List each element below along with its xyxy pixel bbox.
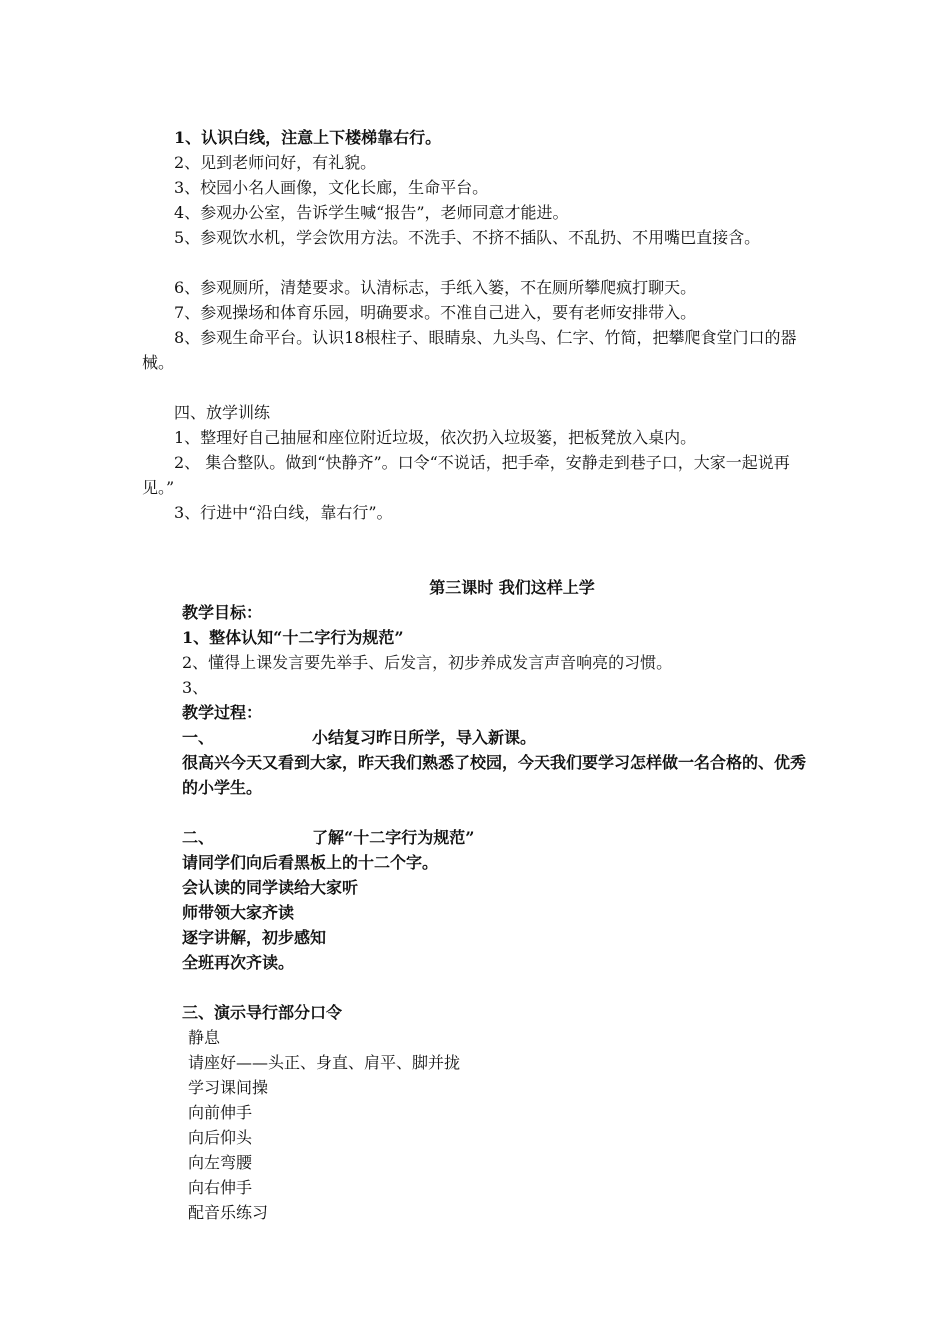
visit-item-2: 2、见到老师问好，有礼貌。 <box>174 153 377 172</box>
process-label: 教学过程： <box>182 703 263 722</box>
step2-title: 了解“十二字行为规范” <box>312 828 475 847</box>
step2-line-4: 逐字讲解，初步感知 <box>182 928 327 947</box>
visit-item-8: 8、参观生命平台。认识18根柱子、眼睛泉、九头鸟、仁字、竹简，把攀爬食堂门口的器械。 <box>142 328 797 372</box>
step2-line-3: 师带领大家齐读 <box>182 903 295 922</box>
visit-item-1: 1、认识白线，注意上下楼梯靠右行。 <box>174 128 442 147</box>
step3-line-6: 向左弯腰 <box>188 1153 253 1172</box>
step1-number: 一、 <box>182 728 215 747</box>
step2-line-5: 全班再次齐读。 <box>182 953 295 972</box>
step2-line-1: 请同学们向后看黑板上的十二个字。 <box>182 853 439 872</box>
goal-2: 2、懂得上课发言要先举手、后发言，初步养成发言声音响亮的习惯。 <box>182 653 673 672</box>
dismiss-heading: 四、放学训练 <box>174 403 271 422</box>
step1-title: 小结复习昨日所学，导入新课。 <box>312 728 537 747</box>
visit-item-3: 3、校园小名人画像，文化长廊，生命平台。 <box>174 178 489 197</box>
goal-1: 1、整体认知“十二字行为规范” <box>182 628 404 647</box>
visit-item-4: 4、参观办公室，告诉学生喊“报告”，老师同意才能进。 <box>174 203 569 222</box>
goal-3: 3、 <box>182 678 209 697</box>
lesson-title: 第三课时 我们这样上学 <box>429 578 595 597</box>
visit-item-7: 7、参观操场和体育乐园，明确要求。不准自己进入，要有老师安排带入。 <box>174 303 697 322</box>
goals-label: 教学目标： <box>182 603 263 622</box>
dismiss-item-3: 3、行进中“沿白线，靠右行”。 <box>174 503 393 522</box>
step3-line-5: 向后仰头 <box>188 1128 253 1147</box>
step3-line-7: 向右伸手 <box>188 1178 253 1197</box>
dismiss-item-1: 1、整理好自己抽屉和座位附近垃圾，依次扔入垃圾篓，把板凳放入桌内。 <box>174 428 697 447</box>
dismiss-item-2: 2、 集合整队。做到“快静齐”。口令“不说话，把手牵，安静走到巷子口，大家一起说再见。” <box>142 453 790 497</box>
step3-line-1: 静息 <box>188 1028 221 1047</box>
step3-line-4: 向前伸手 <box>188 1103 253 1122</box>
visit-item-5: 5、参观饮水机，学会饮用方法。不洗手、不挤不插队、不乱扔、不用嘴巴直接含。 <box>174 228 761 247</box>
step2-line-2: 会认读的同学读给大家听 <box>182 878 359 897</box>
step3-line-2: 请座好——头正、身直、肩平、脚并拢 <box>188 1053 461 1072</box>
step3-line-3: 学习课间操 <box>188 1078 269 1097</box>
step3-title: 三、演示导行部分口令 <box>182 1003 343 1022</box>
visit-item-6: 6、参观厕所，清楚要求。认清标志，手纸入篓，不在厕所攀爬疯打聊天。 <box>174 278 697 297</box>
step1-text: 很高兴今天又看到大家，昨天我们熟悉了校园，今天我们要学习怎样做一名合格的、优秀的小学生。 <box>182 753 807 797</box>
step2-number: 二、 <box>182 828 215 847</box>
step3-line-8: 配音乐练习 <box>188 1203 269 1222</box>
